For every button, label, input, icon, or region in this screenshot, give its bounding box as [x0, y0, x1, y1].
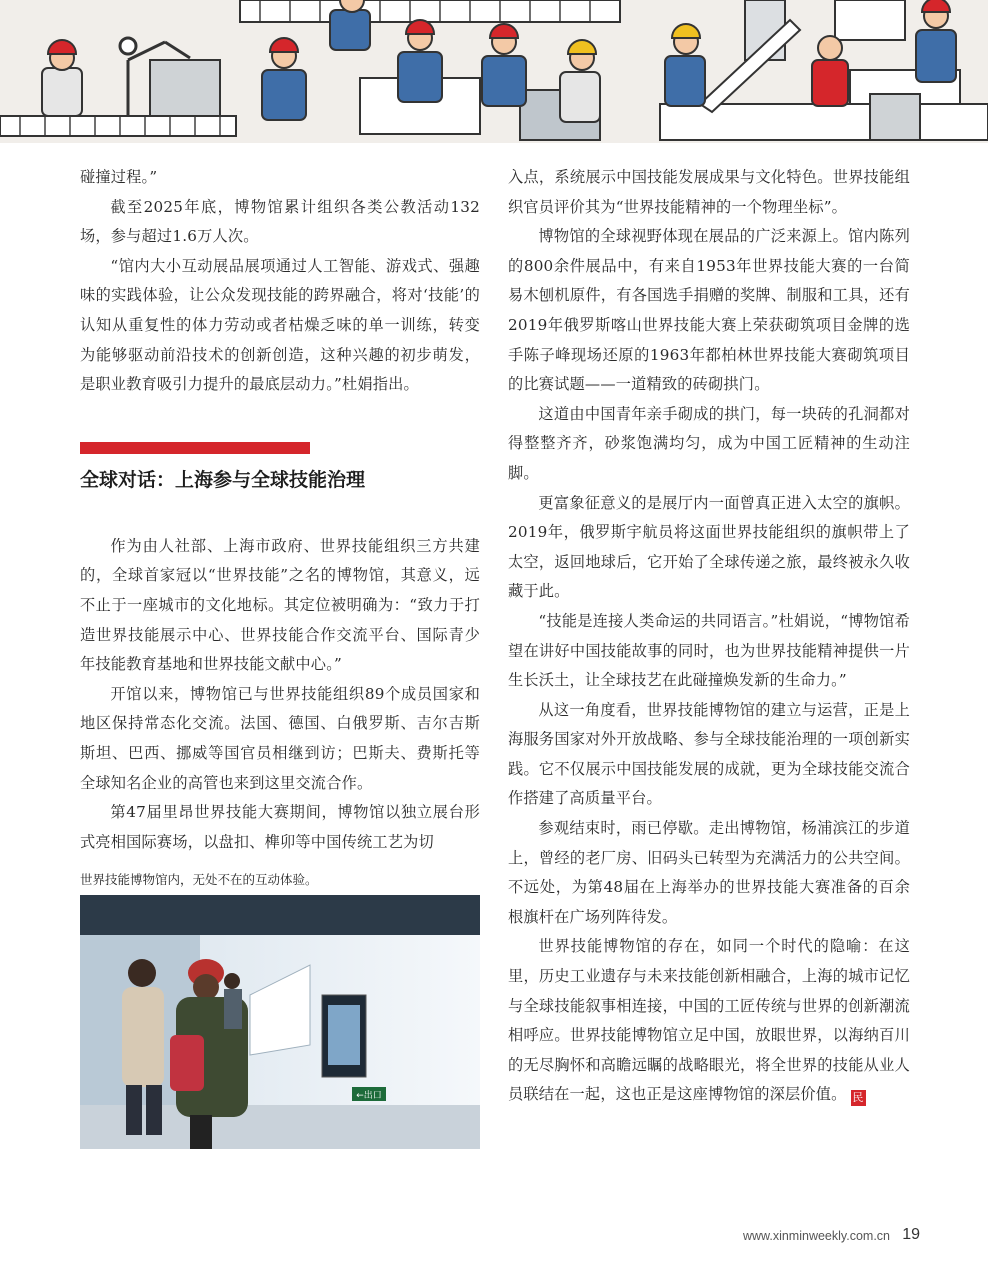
paragraph: 这道由中国青年亲手砌成的拱门，每一块砖的孔洞都对得整整齐齐，砂浆饱满均匀，成为中国工匠精神的生动注脚。 [508, 404, 910, 482]
paragraph: 第47届里昂世界技能大赛期间，博物馆以独立展台形式亮相国际赛场，以盘扣、榫卯等中国传统工艺为切 [80, 803, 480, 851]
paragraph-final [508, 932, 910, 1110]
header-illustration [0, 0, 988, 143]
paragraph: 截至2025年底，博物馆累计组织各类公教活动132场，参与超过1.6万人次。 [80, 197, 480, 246]
left-column [80, 163, 480, 1149]
paragraph: 从这一角度看，世界技能博物馆的建立与运营，正是上海服务国家对外开放战略、参与全球技能治理的一项创新实践。它不仅展示中国技能发展的成就，更为全球技能交流合作搭建了高质量平台。 [508, 700, 910, 808]
photo-illustration [80, 895, 480, 1149]
paragraph: 更富象征意义的是展厅内一面曾真正进入太空的旗帜。2019年，俄罗斯宇航员将这面世界技能组织的旗帜带上了太空，返回地球后，它开始了全球传递之旅，最终被永久收藏于此。 [508, 493, 910, 601]
final-paragraph-text: 世界技能博物馆的存在，如同一个时代的隐喻：在这里，历史工业遗存与未来技能创新相融合，上海的城市记忆与全球技能叙事相连接，中国的工匠传统与世界的创新潮流相呼应。世界技能博物馆立足中国，放眼世界，以海纳百川的无尽胸怀和高瞻远瞩的战略眼光，将全世界的技能从业人员联结在一起，这也正是这座博物馆的深层价值。 [508, 937, 910, 1104]
paragraph: 作为由人社部、上海市政府、世界技能组织三方共建的，全球首家冠以“世界技能”之名的博物馆，其意义，远不止于一座城市的文化地标。其定位被明确为：“致力于打造世界技能展示中心、世界技能合作交流平台、国际青少年技能教育基地和世界技能文献中心。” [80, 536, 480, 674]
page-footer [720, 1226, 920, 1246]
exit-sign-text: ←出口 [356, 1091, 382, 1102]
factory-workers-illustration [0, 0, 988, 143]
paragraph: 开馆以来，博物馆已与世界技能组织89个成员国家和地区保持常态化交流。法国、德国、白俄罗斯、吉尔吉斯斯坦、巴西、挪威等国官员相继到访；巴斯夫、费斯托等全球知名企业的高管也来到这里交流合作。 [80, 684, 480, 792]
paragraph: 博物馆的全球视野体现在展品的广泛来源上。馆内陈列的800余件展品中，有来自1953年世界技能大赛的一台简易木刨机原件，有各国选手捐赠的奖牌、制服和工具，还有2019年俄罗斯喀山世界技能大赛上荣获砌筑项目金牌的选手陈子峰现场还原的1963年都柏林世界技能大赛砌筑项目的比赛试题——一道精致的砖砌拱门。 [508, 227, 910, 394]
right-column [508, 163, 910, 1110]
paragraph: “馆内大小互动展品展项通过人工智能、游戏式、强趣味的实践体验，让公众发现技能的跨界融合，将对‘技能’的认知从重复性的体力劳动或者枯燥乏味的单一训练，转变为能够驱动前沿技术的创新创造，这种兴趣的初步萌发，是职业教育吸引力提升的最底层动力。”杜娟指出。 [80, 256, 480, 394]
section-title: 全球对话：上海参与全球技能治理 [80, 468, 366, 491]
paragraph: 参观结束时，雨已停歇。走出博物馆，杨浦滨江的步道上，曾经的老厂房、旧码头已转型为充满活力的公共空间。不远处，为第48届在上海举办的世界技能大赛准备的百余根旗杆在广场列阵待发。 [508, 819, 910, 926]
paragraph: 碰撞过程。” [80, 168, 158, 186]
photo-caption: 世界技能博物馆内，无处不在的互动体验。 [80, 872, 318, 888]
section-accent-bar [80, 442, 310, 454]
footer-url: www.xinminweekly.com.cn [742, 1229, 890, 1243]
museum-interactive-photo [80, 895, 480, 1149]
paragraph: “技能是连接人类命运的共同语言。”杜娟说，“博物馆希望在讲好中国技能故事的同时，也为世界技能精神提供一片生长沃土，让全球技艺在此碰撞焕发新的生命力。” [508, 611, 910, 690]
end-mark-icon: 民 [852, 1091, 864, 1105]
paragraph: 入点，系统展示中国技能发展成果与文化特色。世界技能组织官员评价其为“世界技能精神的一个物理坐标”。 [508, 168, 910, 216]
page-number: 19 [902, 1226, 920, 1243]
